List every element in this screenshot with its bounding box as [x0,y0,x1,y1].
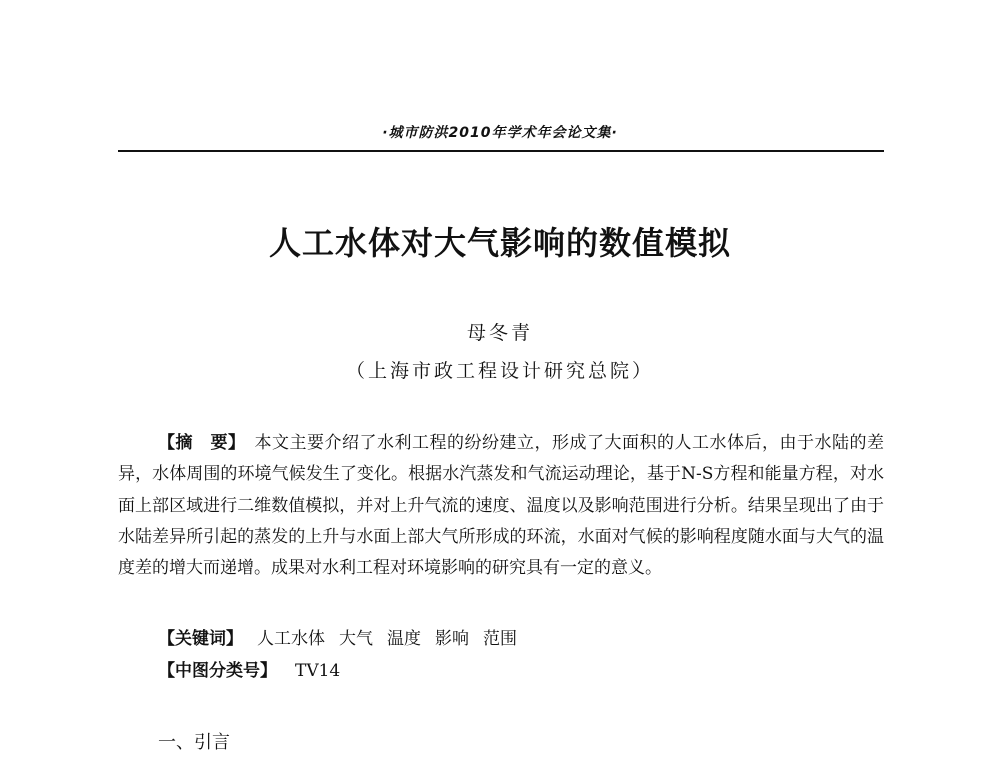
running-head: ·城市防洪2010年学术年会论文集· [382,125,618,141]
keywords-line [158,624,517,654]
keyword-item: 影响 [435,629,469,649]
keyword-item: 大气 [339,629,373,649]
author-name: 母冬青 [466,322,533,344]
header-rule [118,150,884,152]
keyword-item: 温度 [387,629,421,649]
classification-code: TV14 [295,661,341,681]
keyword-item: 人工水体 [257,629,325,649]
keyword-item: 范围 [483,629,517,649]
paper-title: 人工水体对大气影响的数值模拟 [268,224,731,262]
classification-line [158,656,340,686]
classification-label: 【中图分类号】 [158,661,277,681]
keywords-label: 【关键词】 [158,629,243,649]
abstract-text: 本文主要介绍了水利工程的纷纷建立，形成了大面积的人工水体后，由于水陆的差异，水体周围的环境气候发生了变化。根据水汽蒸发和气流运动理论，基于N-S方程和能量方程，对水面上部区域进行二维数值模拟，并对上升气流的速度、温度以及影响范围进行分析。结果呈现出了由于水陆差异所引起的蒸发的上升与水面上部大气所形成的环流，水面对气候的影响程度随水面与大气的温度差的增大而递增。成果对水利工程对环境影响的研究具有一定的意义。 [118,433,884,579]
section-heading: 一、引言 [158,732,230,753]
abstract-label: 【摘 要】 [158,433,237,453]
author-affiliation: （上海市政工程设计研究总院） [345,360,654,382]
abstract-paragraph [118,428,884,584]
